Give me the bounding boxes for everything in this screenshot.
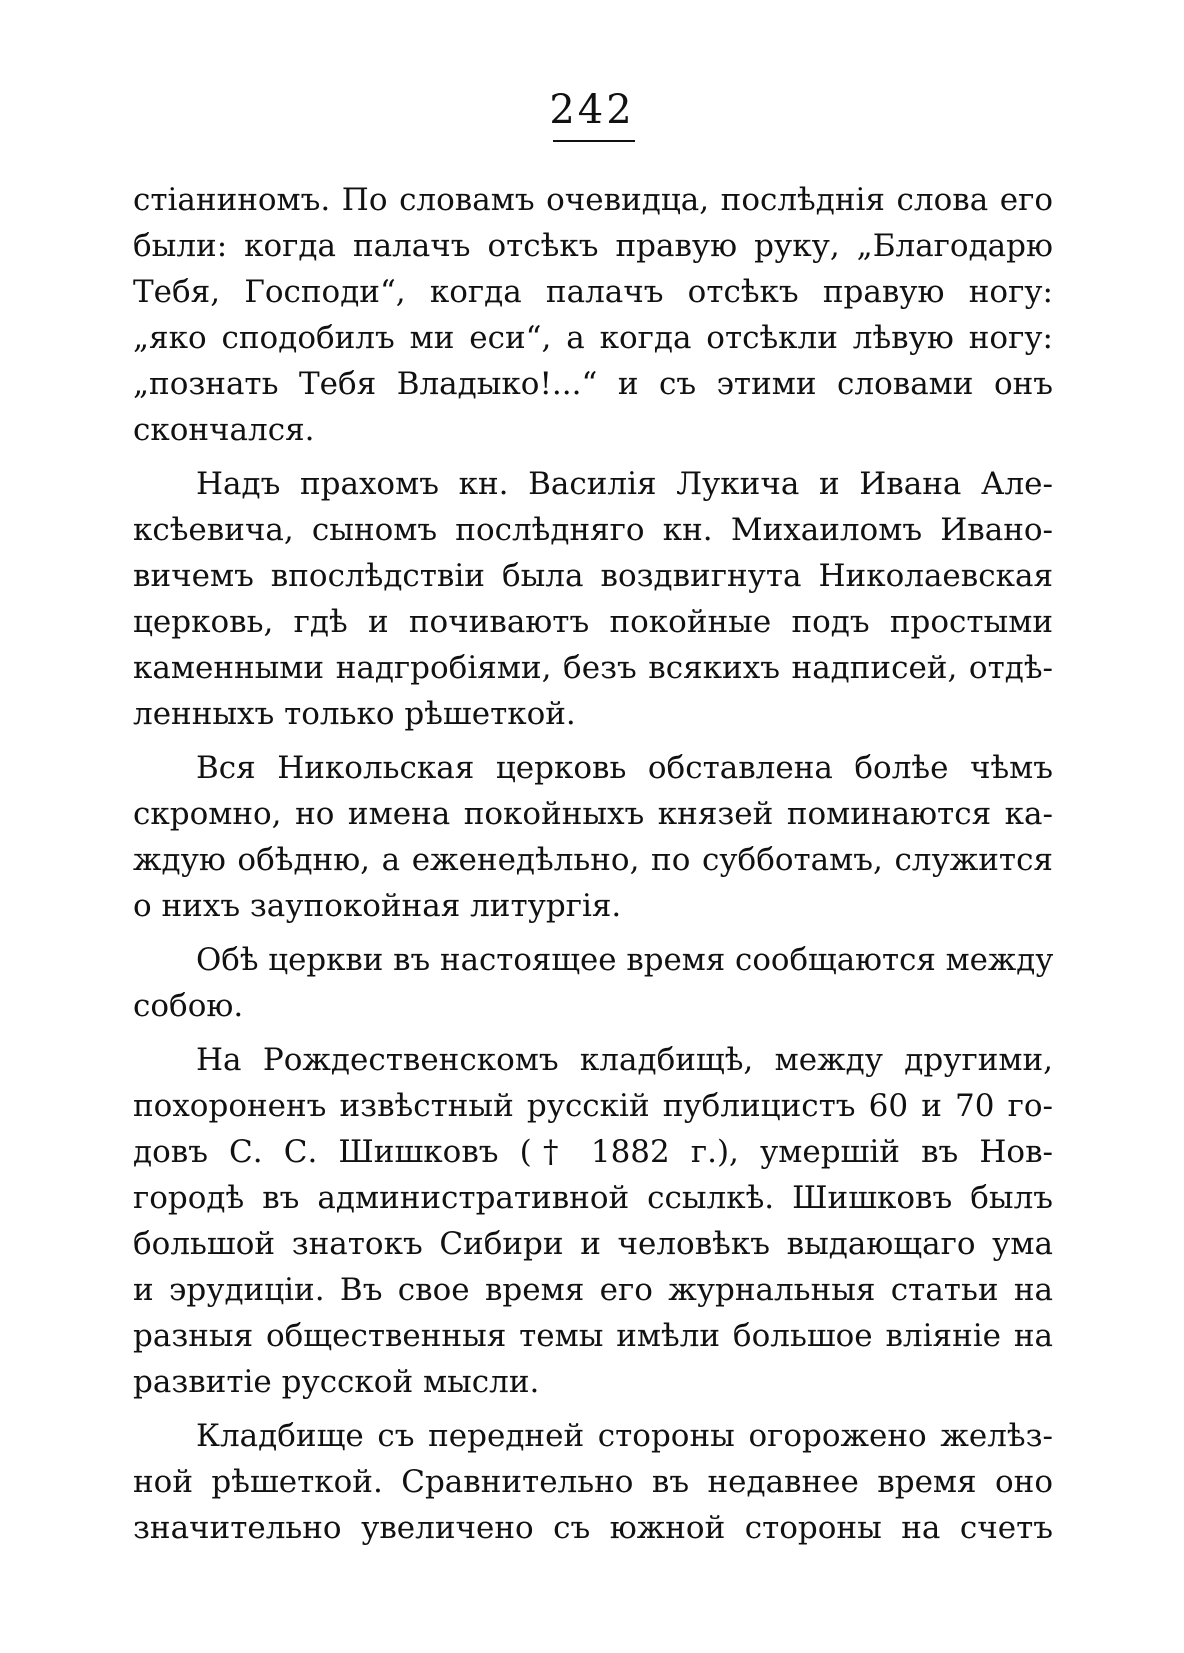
text-line: скромно, но имена покойныхъ князей поминаются ка- <box>133 796 1053 832</box>
text-line: собою. <box>133 988 244 1024</box>
text-line: вичемъ впослѣдствіи была воздвигнута Николаевская <box>133 558 1053 594</box>
text-line: ной рѣшеткой. Сравнительно въ недавнее время оно <box>133 1464 1053 1500</box>
paragraph-first-line: На Рождественскомъ кладбищѣ, между другими, <box>196 1042 1053 1078</box>
text-line: довъ С. С. Шишковъ († 1882 г.), умершій въ Нов- <box>133 1134 1053 1170</box>
text-line: ленныхъ только рѣшеткой. <box>133 696 576 732</box>
paragraph-first-line: Обѣ церкви въ настоящее время сообщаются между <box>196 942 1054 978</box>
text-line: городѣ въ административной ссылкѣ. Шишковъ былъ <box>133 1180 1053 1216</box>
text-line: похороненъ извѣстный русскій публицистъ 60 и 70 го- <box>133 1088 1053 1124</box>
text-line: были: когда палачъ отсѣкъ правую руку, „Благодарю <box>133 228 1053 264</box>
text-line: стіаниномъ. По словамъ очевидца, послѣднія слова его <box>133 182 1053 218</box>
text-line: развитіе русской мысли. <box>133 1364 540 1400</box>
text-line: ждую обѣдню, а еженедѣльно, по субботамъ, служится <box>133 842 1053 878</box>
text-line: „яко сподобилъ ми еси“, а когда отсѣкли лѣвую ногу: <box>133 320 1053 356</box>
text-line: Тебя, Господи“, когда палачъ отсѣкъ правую ногу: <box>133 274 1053 310</box>
text-line: каменными надгробіями, безъ всякихъ надписей, отдѣ- <box>133 650 1053 686</box>
text-line: и эрудиціи. Въ свое время его журнальныя статьи на <box>133 1272 1053 1308</box>
text-line: большой знатокъ Сибири и человѣкъ выдающаго ума <box>133 1226 1053 1262</box>
text-line: скончался. <box>133 412 315 448</box>
page-number: 242 <box>549 87 635 133</box>
text-line: значительно увеличено съ южной стороны на счетъ <box>133 1510 1053 1546</box>
text-line: церковь, гдѣ и почиваютъ покойные подъ простыми <box>133 604 1053 640</box>
paragraph-first-line: Кладбище съ передней стороны огорожено желѣз- <box>196 1418 1053 1454</box>
text-line: „познать Тебя Владыко!...“ и съ этими словами онъ <box>133 366 1053 402</box>
text-line: ксѣевича, сыномъ послѣдняго кн. Михаиломъ Ивано- <box>133 512 1053 548</box>
paragraph-first-line: Вся Никольская церковь обставлена болѣе чѣмъ <box>196 750 1053 786</box>
page-number-underline <box>553 140 635 142</box>
text-line: о нихъ заупокойная литургія. <box>133 888 622 924</box>
text-line: разныя общественныя темы имѣли большое вліяніе на <box>133 1318 1053 1354</box>
paragraph-first-line: Надъ прахомъ кн. Василія Лукича и Ивана Але- <box>196 466 1053 502</box>
